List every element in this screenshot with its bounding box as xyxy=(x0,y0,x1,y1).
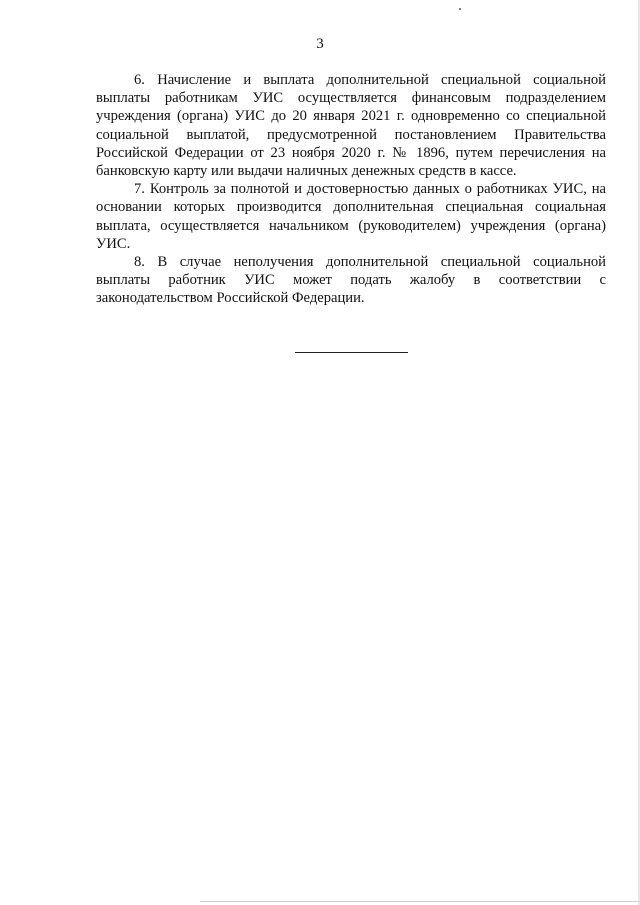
scan-artifact-dot xyxy=(459,8,461,10)
paragraph-7: 7. Контроль за полнотой и достоверностью данных о работниках УИС, на основании которых производится дополнительная специальная социальная выплата, осуществляется начальником (руководителем) учреждения (органа) УИС. xyxy=(96,181,606,252)
end-separator-line xyxy=(295,352,408,353)
scan-edge-bottom xyxy=(200,901,640,902)
paragraph-8: 8. В случае неполучения дополнительной специальной социальной выплаты работник УИС может подать жалобу в соответствии с законодательством Российской Федерации. xyxy=(96,254,606,307)
page-number: 3 xyxy=(316,36,324,52)
document-body xyxy=(96,71,606,308)
paragraph-6: 6. Начисление и выплата дополнительной специальной социальной выплаты работникам УИС осуществляется финансовым подразделением учреждения (органа) УИС до 20 января 2021 г. одновременно со специальной социальной выплатой, предусмотренной постановлением Правительства Российской Федерации от 23 ноября 2020 г. № 1896, путем перечисления на банковскую карту или выдачи наличных денежных средств в кассе. xyxy=(96,72,606,180)
